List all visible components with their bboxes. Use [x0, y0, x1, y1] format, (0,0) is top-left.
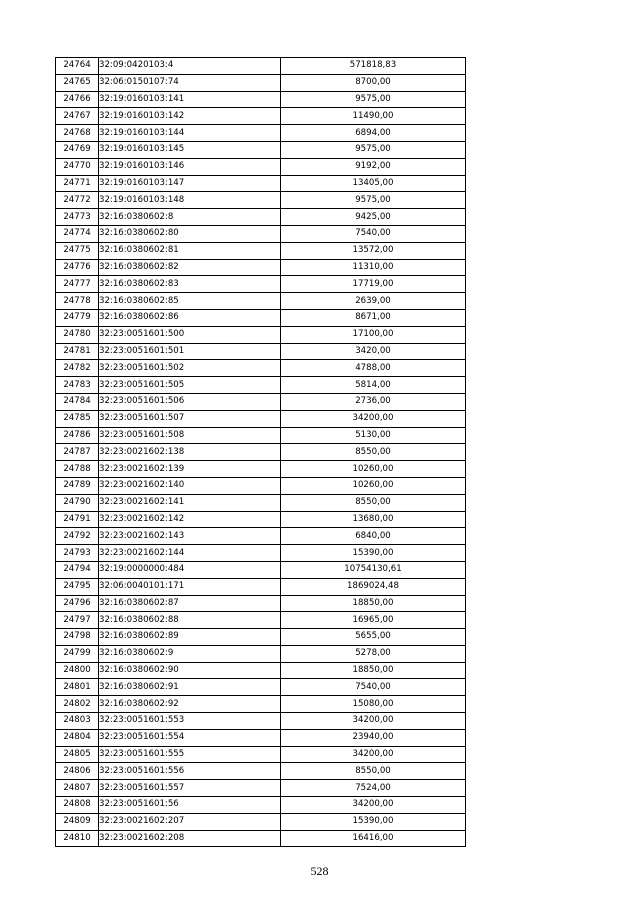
cadastral-value-cell: 6840,00: [281, 528, 466, 545]
row-number-cell: 24795: [56, 578, 99, 595]
cadastral-value-cell: 7540,00: [281, 679, 466, 696]
row-number-cell: 24766: [56, 91, 99, 108]
table-row: [56, 729, 466, 746]
row-number-cell: 24776: [56, 259, 99, 276]
table-row: [56, 780, 466, 797]
cadastral-number-cell: 32:23:0051601:505: [99, 377, 281, 394]
cadastral-value-cell: 5655,00: [281, 629, 466, 646]
table-row: [56, 528, 466, 545]
cadastral-value-cell: 3420,00: [281, 343, 466, 360]
row-number-cell: 24792: [56, 528, 99, 545]
table-row: [56, 158, 466, 175]
row-number-cell: 24775: [56, 242, 99, 259]
cadastral-number-cell: 32:23:0021602:139: [99, 461, 281, 478]
cadastral-value-cell: 16965,00: [281, 612, 466, 629]
cadastral-number-cell: 32:19:0160103:148: [99, 192, 281, 209]
cadastral-value-cell: 571818,83: [281, 58, 466, 75]
row-number-cell: 24786: [56, 427, 99, 444]
cadastral-number-cell: 32:19:0160103:141: [99, 91, 281, 108]
row-number-cell: 24791: [56, 511, 99, 528]
cadastral-value-cell: 15080,00: [281, 696, 466, 713]
row-number-cell: 24794: [56, 561, 99, 578]
row-number-cell: 24803: [56, 713, 99, 730]
row-number-cell: 24802: [56, 696, 99, 713]
row-number-cell: 24797: [56, 612, 99, 629]
table-row: [56, 108, 466, 125]
cadastral-number-cell: 32:16:0380602:80: [99, 225, 281, 242]
cadastral-value-cell: 5278,00: [281, 645, 466, 662]
cadastral-value-cell: 2639,00: [281, 293, 466, 310]
cadastral-value-cell: 9575,00: [281, 192, 466, 209]
cadastral-value-cell: 9425,00: [281, 209, 466, 226]
cadastral-number-cell: 32:09:0420103:4: [99, 58, 281, 75]
cadastral-number-cell: 32:16:0380602:9: [99, 645, 281, 662]
cadastral-value-cell: 16416,00: [281, 830, 466, 847]
row-number-cell: 24810: [56, 830, 99, 847]
cadastral-value-cell: 15390,00: [281, 545, 466, 562]
row-number-cell: 24807: [56, 780, 99, 797]
cadastral-value-cell: 11490,00: [281, 108, 466, 125]
table-row: [56, 813, 466, 830]
row-number-cell: 24799: [56, 645, 99, 662]
cadastral-number-cell: 32:23:0021602:208: [99, 830, 281, 847]
row-number-cell: 24767: [56, 108, 99, 125]
row-number-cell: 24779: [56, 309, 99, 326]
table-body: [56, 58, 466, 847]
table-row: [56, 360, 466, 377]
cadastral-value-cell: 8550,00: [281, 444, 466, 461]
cadastral-number-cell: 32:16:0380602:89: [99, 629, 281, 646]
cadastral-value-cell: 9575,00: [281, 91, 466, 108]
table-row: [56, 276, 466, 293]
table-row: [56, 225, 466, 242]
table-row: [56, 343, 466, 360]
cadastral-value-cell: 7540,00: [281, 225, 466, 242]
row-number-cell: 24764: [56, 58, 99, 75]
cadastral-number-cell: 32:23:0051601:506: [99, 393, 281, 410]
cadastral-number-cell: 32:19:0160103:142: [99, 108, 281, 125]
row-number-cell: 24796: [56, 595, 99, 612]
table-row: [56, 645, 466, 662]
table-row: [56, 578, 466, 595]
row-number-cell: 24808: [56, 797, 99, 814]
table-row: [56, 309, 466, 326]
cadastral-value-cell: 1869024,48: [281, 578, 466, 595]
cadastral-number-cell: 32:16:0380602:90: [99, 662, 281, 679]
cadastral-value-table: [55, 57, 466, 847]
row-number-cell: 24809: [56, 813, 99, 830]
cadastral-value-cell: 8550,00: [281, 494, 466, 511]
row-number-cell: 24770: [56, 158, 99, 175]
cadastral-number-cell: 32:23:0021602:142: [99, 511, 281, 528]
cadastral-value-cell: 13680,00: [281, 511, 466, 528]
cadastral-number-cell: 32:19:0000000:484: [99, 561, 281, 578]
table-row: [56, 326, 466, 343]
cadastral-number-cell: 32:23:0051601:553: [99, 713, 281, 730]
table-row: [56, 377, 466, 394]
row-number-cell: 24806: [56, 763, 99, 780]
cadastral-value-cell: 17100,00: [281, 326, 466, 343]
table-row: [56, 242, 466, 259]
table-row: [56, 561, 466, 578]
cadastral-value-cell: 11310,00: [281, 259, 466, 276]
cadastral-value-cell: 15390,00: [281, 813, 466, 830]
cadastral-value-cell: 8671,00: [281, 309, 466, 326]
row-number-cell: 24780: [56, 326, 99, 343]
document-sheet: [55, 57, 466, 847]
cadastral-value-cell: 8550,00: [281, 763, 466, 780]
cadastral-number-cell: 32:19:0160103:147: [99, 175, 281, 192]
table-row: [56, 494, 466, 511]
cadastral-value-cell: 2736,00: [281, 393, 466, 410]
table-row: [56, 259, 466, 276]
cadastral-number-cell: 32:16:0380602:92: [99, 696, 281, 713]
row-number-cell: 24765: [56, 74, 99, 91]
row-number-cell: 24798: [56, 629, 99, 646]
page-number: 528: [310, 864, 329, 878]
cadastral-value-cell: 34200,00: [281, 797, 466, 814]
cadastral-value-cell: 4788,00: [281, 360, 466, 377]
cadastral-number-cell: 32:06:0040101:171: [99, 578, 281, 595]
cadastral-number-cell: 32:16:0380602:87: [99, 595, 281, 612]
cadastral-value-cell: 23940,00: [281, 729, 466, 746]
cadastral-value-cell: 10754130,61: [281, 561, 466, 578]
table-row: [56, 192, 466, 209]
cadastral-number-cell: 32:16:0380602:91: [99, 679, 281, 696]
cadastral-value-cell: 9575,00: [281, 141, 466, 158]
cadastral-number-cell: 32:23:0051601:556: [99, 763, 281, 780]
cadastral-number-cell: 32:06:0150107:74: [99, 74, 281, 91]
cadastral-number-cell: 32:23:0051601:557: [99, 780, 281, 797]
table-row: [56, 545, 466, 562]
row-number-cell: 24793: [56, 545, 99, 562]
row-number-cell: 24769: [56, 141, 99, 158]
table-row: [56, 511, 466, 528]
cadastral-value-cell: 5130,00: [281, 427, 466, 444]
row-number-cell: 24789: [56, 477, 99, 494]
table-row: [56, 662, 466, 679]
cadastral-value-cell: 17719,00: [281, 276, 466, 293]
cadastral-number-cell: 32:23:0021602:138: [99, 444, 281, 461]
table-row: [56, 74, 466, 91]
cadastral-number-cell: 32:23:0021602:141: [99, 494, 281, 511]
row-number-cell: 24787: [56, 444, 99, 461]
row-number-cell: 24781: [56, 343, 99, 360]
cadastral-number-cell: 32:23:0051601:555: [99, 746, 281, 763]
table-row: [56, 444, 466, 461]
cadastral-number-cell: 32:23:0021602:207: [99, 813, 281, 830]
cadastral-number-cell: 32:23:0021602:144: [99, 545, 281, 562]
row-number-cell: 24778: [56, 293, 99, 310]
cadastral-number-cell: 32:16:0380602:88: [99, 612, 281, 629]
row-number-cell: 24801: [56, 679, 99, 696]
cadastral-value-cell: 10260,00: [281, 461, 466, 478]
cadastral-value-cell: 7524,00: [281, 780, 466, 797]
cadastral-value-cell: 9192,00: [281, 158, 466, 175]
table-row: [56, 477, 466, 494]
cadastral-number-cell: 32:23:0051601:501: [99, 343, 281, 360]
cadastral-number-cell: 32:23:0051601:507: [99, 410, 281, 427]
row-number-cell: 24804: [56, 729, 99, 746]
cadastral-number-cell: 32:23:0051601:500: [99, 326, 281, 343]
cadastral-number-cell: 32:19:0160103:145: [99, 141, 281, 158]
table-row: [56, 696, 466, 713]
row-number-cell: 24768: [56, 125, 99, 142]
cadastral-number-cell: 32:23:0051601:554: [99, 729, 281, 746]
row-number-cell: 24805: [56, 746, 99, 763]
cadastral-number-cell: 32:23:0051601:56: [99, 797, 281, 814]
row-number-cell: 24772: [56, 192, 99, 209]
cadastral-value-cell: 6894,00: [281, 125, 466, 142]
cadastral-value-cell: 34200,00: [281, 410, 466, 427]
table-row: [56, 293, 466, 310]
cadastral-value-cell: 5814,00: [281, 377, 466, 394]
table-row: [56, 746, 466, 763]
table-row: [56, 410, 466, 427]
cadastral-number-cell: 32:23:0021602:140: [99, 477, 281, 494]
table-row: [56, 141, 466, 158]
cadastral-value-cell: 13405,00: [281, 175, 466, 192]
row-number-cell: 24782: [56, 360, 99, 377]
cadastral-number-cell: 32:23:0051601:502: [99, 360, 281, 377]
table-row: [56, 175, 466, 192]
table-row: [56, 797, 466, 814]
row-number-cell: 24788: [56, 461, 99, 478]
cadastral-number-cell: 32:16:0380602:85: [99, 293, 281, 310]
cadastral-number-cell: 32:23:0051601:508: [99, 427, 281, 444]
cadastral-value-cell: 13572,00: [281, 242, 466, 259]
table-row: [56, 679, 466, 696]
table-row: [56, 612, 466, 629]
table-row: [56, 713, 466, 730]
row-number-cell: 24784: [56, 393, 99, 410]
cadastral-number-cell: 32:19:0160103:144: [99, 125, 281, 142]
row-number-cell: 24777: [56, 276, 99, 293]
row-number-cell: 24790: [56, 494, 99, 511]
row-number-cell: 24783: [56, 377, 99, 394]
table-row: [56, 595, 466, 612]
cadastral-number-cell: 32:16:0380602:8: [99, 209, 281, 226]
cadastral-value-cell: 18850,00: [281, 595, 466, 612]
table-row: [56, 763, 466, 780]
cadastral-number-cell: 32:16:0380602:81: [99, 242, 281, 259]
table-row: [56, 91, 466, 108]
table-row: [56, 629, 466, 646]
cadastral-value-cell: 18850,00: [281, 662, 466, 679]
table-row: [56, 830, 466, 847]
row-number-cell: 24771: [56, 175, 99, 192]
table-row: [56, 58, 466, 75]
table-row: [56, 427, 466, 444]
row-number-cell: 24785: [56, 410, 99, 427]
row-number-cell: 24773: [56, 209, 99, 226]
cadastral-value-cell: 8700,00: [281, 74, 466, 91]
cadastral-value-cell: 10260,00: [281, 477, 466, 494]
cadastral-value-cell: 34200,00: [281, 746, 466, 763]
cadastral-number-cell: 32:16:0380602:86: [99, 309, 281, 326]
cadastral-number-cell: 32:19:0160103:146: [99, 158, 281, 175]
cadastral-number-cell: 32:16:0380602:83: [99, 276, 281, 293]
table-row: [56, 209, 466, 226]
cadastral-number-cell: 32:23:0021602:143: [99, 528, 281, 545]
table-row: [56, 393, 466, 410]
cadastral-value-cell: 34200,00: [281, 713, 466, 730]
table-row: [56, 461, 466, 478]
row-number-cell: 24800: [56, 662, 99, 679]
table-row: [56, 125, 466, 142]
cadastral-number-cell: 32:16:0380602:82: [99, 259, 281, 276]
row-number-cell: 24774: [56, 225, 99, 242]
